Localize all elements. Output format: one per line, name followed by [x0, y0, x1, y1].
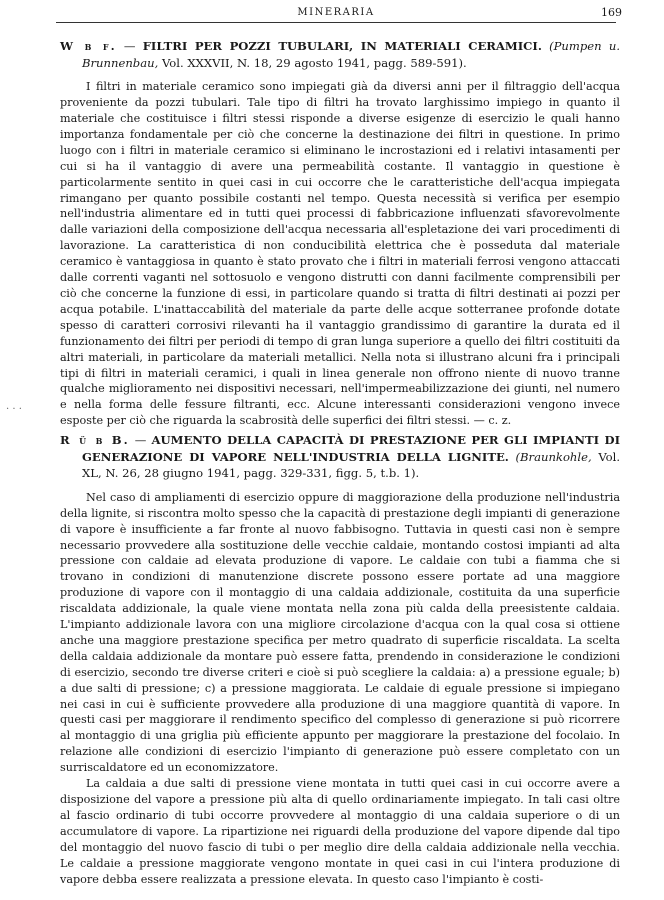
running-title: MINERARIA [297, 7, 375, 18]
article-paragraph: I filtri in materiale ceramico sono impiegati già da diversi anni per il filtraggio dell'acqua proveniente da pozzi tubulari. Tale tipo di filtri ha trovato larghissimo impiego in quanto il materiale che costituisce i filtri stessi risponde a diverse esigenze di esercizio le quali hanno importanza fondamentale per ciò che concerne la destinazione dei filtri in questione. In primo luogo con i filtri in materiale ceramico si eliminano le incrostazioni ed i relativi intasamenti per cui si ha il vantaggio di avere una permeabilità costante. Il vantaggio in questione è particolarmente sentito in quei casi in cui occorre che le caratteristiche dell'acqua impiegata rimangano per quanto possibile costanti nel tempo. Questa necessità si verifica per esempio nell'industria alimentare ed in tutti quei processi di fabbricazione influenzati sfavorevolmente dalle variazioni della composizione dell'acqua necessaria all'espletazione dei vari procedimenti di lavorazione. La caratteristica di non conducibilità elettrica che è posseduta dal materiale ceramico è vantaggiosa in quanto è stato provato che i filtri in materiali ferrosi vengono attaccati dalle correnti vaganti nel sottosuolo e vengono distrutti con danni facilmente comprensibili per ciò che concerne la funzione di essi, in particolare quando si tratta di filtri destinati ai pozzi per acqua potabile. L'inattaccabilità del materiale da parte delle acque sotterranee profonde dotate spesso di caratteri corrosivi rilevanti ha il vantaggio grandissimo di garantire la durata ed il funzionamento dei filtri per periodi di tempo di gran lunga superiore a quello dei filtri costituiti da altri materiali, in particolare da materiali metallici. Nella nota si illustrano alcuni fra i principali tipi di filtri in materiali ceramici, i quali in linea generale non offrono niente di nuovo tranne qualche miglioramento nei dispositivi necessari, nell'impermeabilizzazione dei giunti, nel numero e nella forma delle fessure filtranti, ecc. Alcune interessanti considerazioni vengono invece esposte per ciò che riguarda la scabrosità delle superfici dei filtri stessi. — c. z. [60, 80, 620, 428]
article-heading [60, 38, 620, 71]
article-author: R ü b B. [60, 433, 130, 447]
article-title: AUMENTO DELLA CAPACITÀ DI PRESTAZIONE PER GLI IMPIANTI DI GENERAZIONE DI VAPORE NELL'INDUSTRIA DELLA LIGNITE. [82, 433, 620, 464]
article-author: W b f. [60, 39, 117, 53]
article-citation: Vol. XXXVII, N. 18, 29 agosto 1941, pagg. 589-591). [158, 55, 467, 70]
heading-dash: — [116, 39, 143, 53]
article-paragraph: La caldaia a due salti di pressione viene montata in tutti quei casi in cui occorre avere a disposizione del vapore a pressione più alta di quello ordinariamente impiegato. In tali casi oltre al fascio ordinario di tubi occorre provvedere al montaggio di una caldaia superiore o di un accumulatore di vapore. La ripartizione nei riguardi della produzione del vapore dipende dal tipo del montaggio del nuovo fascio di tubi o per meglio dire della caldaia addizionale nella vecchia. Le caldaie a pressione maggiorate vengono montate in quei casi in cui l'intera produzione di vapore debba essere realizzata a pressione elevata. In questo caso l'impianto è costi- [60, 777, 620, 886]
heading-dash: — [129, 433, 152, 447]
article-title: FILTRI PER POZZI TUBULARI, IN MATERIALI CERAMICI. [142, 39, 542, 53]
article-paragraph: Nel caso di ampliamenti di esercizio oppure di maggiorazione della produzione nell'industria della lignite, si riscontra molto spesso che la capacità di prestazione degli impianti di generazione di vapore è insufficiente a far fronte al nuovo fabbisogno. Tuttavia in questi casi non è sempre necessario provvedere alla sostituzione delle vecchie caldaie, montando costosi impianti ad alta pressione con caldaie ad elevata produzione di vapore. Le caldaie con tubi a fiamma che si trovano in condizioni di manutenzione discrete possono essere portate ad una maggiore produzione di vapore con il montaggio di una caldaia addizionale, costituita da una superficie riscaldata addizionale, la quale viene montata nella zona più calda della preesistente caldaia. L'impianto addizionale lavora con una migliore circolazione d'acqua con la qual cosa si ottiene anche una maggiore prestazione specifica per metro quadrato di superficie riscaldata. La scelta della caldaia addizionale da montare può essere fatta, prendendo in considerazione le condizioni di esercizio, secondo tre diverse criteri e cioè si può scegliere la caldaia: a) a pressione eguale; b) a due salti di pressione; c) a pressione maggiorata. Le caldaie di eguale pressione si impiegano nei casi in cui è sufficiente provvedere alla produzione di una maggiore quantità di vapore. In questi casi per maggiorare il rendimento specifico del complesso di generazione si può ricorrere al montaggio di una griglia più efficiente appunto per maggiorare la prestazione del focolaio. In relazione alle condizioni di esercizio l'impianto di generazione può essere completato con un surriscaldatore ed un economizzatore. [60, 490, 620, 775]
article-heading [60, 432, 620, 482]
article-filtri-ceramici [60, 38, 620, 429]
article-citation: Vol. XL, N. 26, 28 giugno 1941, pagg. 329-331, figg. 5, t.b. 1). [82, 449, 621, 481]
article-source: (Pumpen u. Brunnenbau, [82, 39, 621, 70]
running-head [56, 6, 622, 23]
article-caldaie-lignite [60, 432, 620, 887]
page-number: 169 [601, 6, 622, 19]
margin-marks: . . . [6, 401, 22, 412]
article-source: (Braunkohle, [508, 449, 592, 464]
